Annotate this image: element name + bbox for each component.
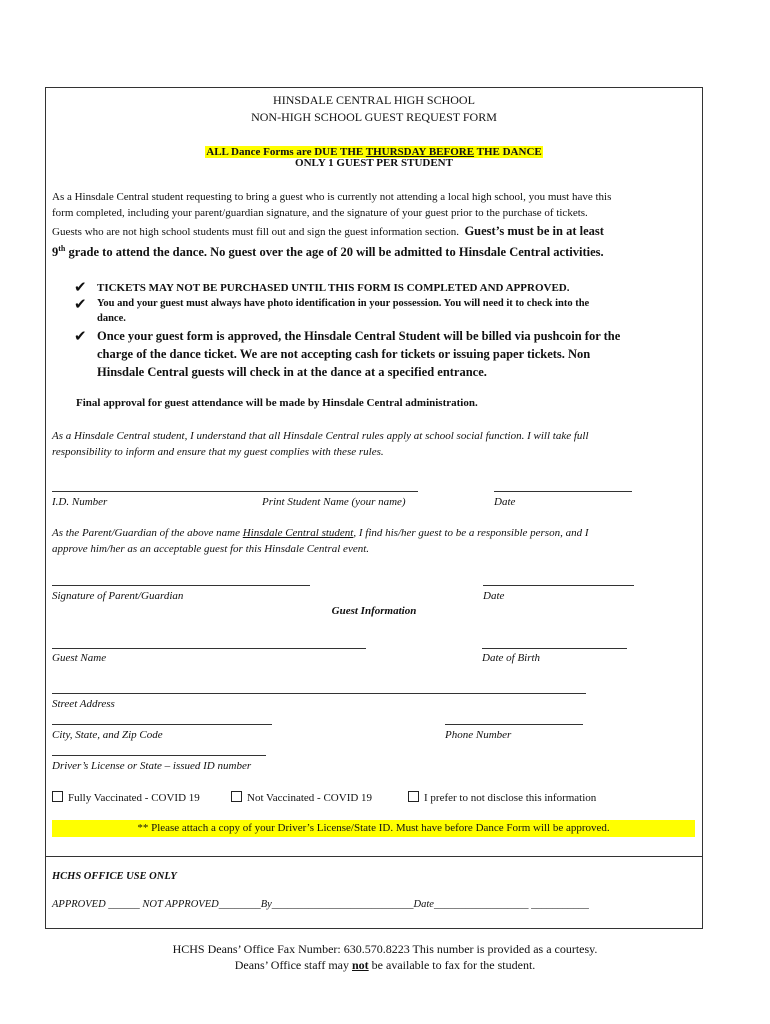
checkbox-icon[interactable] <box>231 791 242 802</box>
deadline-text-emphasis: THURSDAY BEFORE <box>365 146 475 158</box>
final-approval-note: Final approval for guest attendance will be made by Hinsdale Central administration. <box>76 397 478 409</box>
bullet-1: TICKETS MAY NOT BE PURCHASED UNTIL THIS FORM IS COMPLETED AND APPROVED. <box>97 282 570 294</box>
parent-signature-line[interactable] <box>52 585 310 586</box>
student-date-label: Date <box>494 496 516 508</box>
bullet-3-line-1: Once your guest form is approved, the Hinsdale Central Student will be billed via pushcoin for the <box>97 329 621 343</box>
guest-name-label: Guest Name <box>52 652 107 664</box>
phone-number-line[interactable] <box>445 724 583 725</box>
student-date-line[interactable] <box>494 491 632 492</box>
footer-note-post: be available to fax for the student. <box>368 958 536 972</box>
footer-note-pre: Deans’ Office staff may <box>234 958 352 972</box>
vaccine-option-not-vaccinated[interactable] <box>231 791 372 804</box>
bullet-2-line-2: dance. <box>97 313 126 324</box>
license-number-line[interactable] <box>52 755 266 756</box>
guest-info-heading: Guest Information <box>331 605 417 617</box>
office-section-divider <box>45 856 703 857</box>
checkbox-icon[interactable] <box>52 791 63 802</box>
attach-id-note: ** Please attach a copy of your Driver’s License/State ID. Must have before Dance Form will be approved. <box>52 820 695 837</box>
street-address-line[interactable] <box>52 693 586 694</box>
intro-line-3 <box>52 224 604 239</box>
intro-line-2: form completed, including your parent/guardian signature, and the signature of your guest prior to the purchase of tickets. <box>52 207 588 219</box>
guest-dob-line[interactable] <box>482 648 627 649</box>
street-address-label: Street Address <box>52 698 115 710</box>
checkbox-icon[interactable] <box>408 791 419 802</box>
vaccine-option-not-disclose[interactable] <box>408 791 596 804</box>
phone-number-label: Phone Number <box>445 729 512 741</box>
intro-line-3-bold: Guest’s must be in at least <box>464 224 604 238</box>
office-use-title: HCHS OFFICE USE ONLY <box>52 871 177 882</box>
deadline-text-pre: ALL Dance Forms are DUE THE <box>206 146 366 158</box>
vaccine-option-3-label: I prefer to not disclose this information <box>424 792 597 804</box>
guest-dob-label: Date of Birth <box>482 652 541 664</box>
bullet-2-line-1: You and your guest must always have photo identification in your possession. You will need it to check into the <box>97 298 590 309</box>
parent-date-line[interactable] <box>483 585 634 586</box>
city-state-zip-label: City, State, and Zip Code <box>52 729 163 741</box>
parent-statement-pre: As the Parent/Guardian of the above name <box>52 527 243 539</box>
intro-line-4-text: grade to attend the dance. No guest over the age of 20 will be admitted to Hinsdale Central activities. <box>65 245 604 260</box>
guest-name-line[interactable] <box>52 648 366 649</box>
vaccine-option-vaccinated[interactable] <box>52 791 200 804</box>
parent-statement-line-1 <box>52 527 589 539</box>
footer-note-underlined: not <box>352 958 369 972</box>
checkmark-icon: ✔ <box>74 327 87 345</box>
grade-suffix: th <box>58 244 66 253</box>
intro-line-4 <box>52 244 604 260</box>
footer-staff-note <box>0 958 770 973</box>
footer-fax-line: HCHS Deans’ Office Fax Number: 630.570.8223 This number is provided as a courtesy. <box>172 942 598 956</box>
form-title: NON-HIGH SCHOOL GUEST REQUEST FORM <box>251 110 497 124</box>
id-number-label: I.D. Number <box>52 496 108 508</box>
parent-date-label: Date <box>483 590 505 602</box>
vaccine-option-1-label: Fully Vaccinated - COVID 19 <box>68 792 200 804</box>
bullet-3-line-3: Hinsdale Central guests will check in at the dance at a specified entrance. <box>97 365 487 379</box>
grade-number: 9 <box>52 245 59 260</box>
student-statement-line-1: As a Hinsdale Central student, I understand that all Hinsdale Central rules apply at school social function. I will take full <box>52 430 589 442</box>
checkmark-icon: ✔ <box>74 278 87 296</box>
guest-limit: ONLY 1 GUEST PER STUDENT <box>295 157 453 169</box>
parent-statement-post: , I find his/her guest to be a responsible person, and I <box>353 527 589 539</box>
office-approval-line: APPROVED ______ NOT APPROVED________By___________________________Date__________________ ___________ <box>52 899 589 910</box>
checkmark-icon: ✔ <box>74 295 87 313</box>
deadline-text-post: THE DANCE <box>474 146 542 158</box>
vaccine-option-2-label: Not Vaccinated - COVID 19 <box>247 792 373 804</box>
parent-statement-line-2: approve him/her as an acceptable guest for this Hinsdale Central event. <box>52 543 370 555</box>
license-number-label: Driver’s License or State – issued ID number <box>52 760 252 772</box>
student-name-label: Print Student Name (your name) <box>262 496 406 508</box>
bullet-3-line-2: charge of the dance ticket. We are not accepting cash for tickets or issuing paper tickets. Non <box>97 347 591 361</box>
student-id-name-line[interactable] <box>52 491 418 492</box>
student-statement-line-2: responsibility to inform and ensure that my guest complies with these rules. <box>52 446 384 458</box>
parent-statement-underlined: Hinsdale Central student <box>242 527 354 539</box>
intro-line-3-text: Guests who are not high school students must fill out and sign the guest information section. <box>52 226 459 238</box>
school-title: HINSDALE CENTRAL HIGH SCHOOL <box>273 93 475 107</box>
parent-signature-label: Signature of Parent/Guardian <box>52 590 184 602</box>
city-state-zip-line[interactable] <box>52 724 272 725</box>
intro-line-1: As a Hinsdale Central student requesting to bring a guest who is currently not attending a local high school, you must have this <box>52 191 612 203</box>
